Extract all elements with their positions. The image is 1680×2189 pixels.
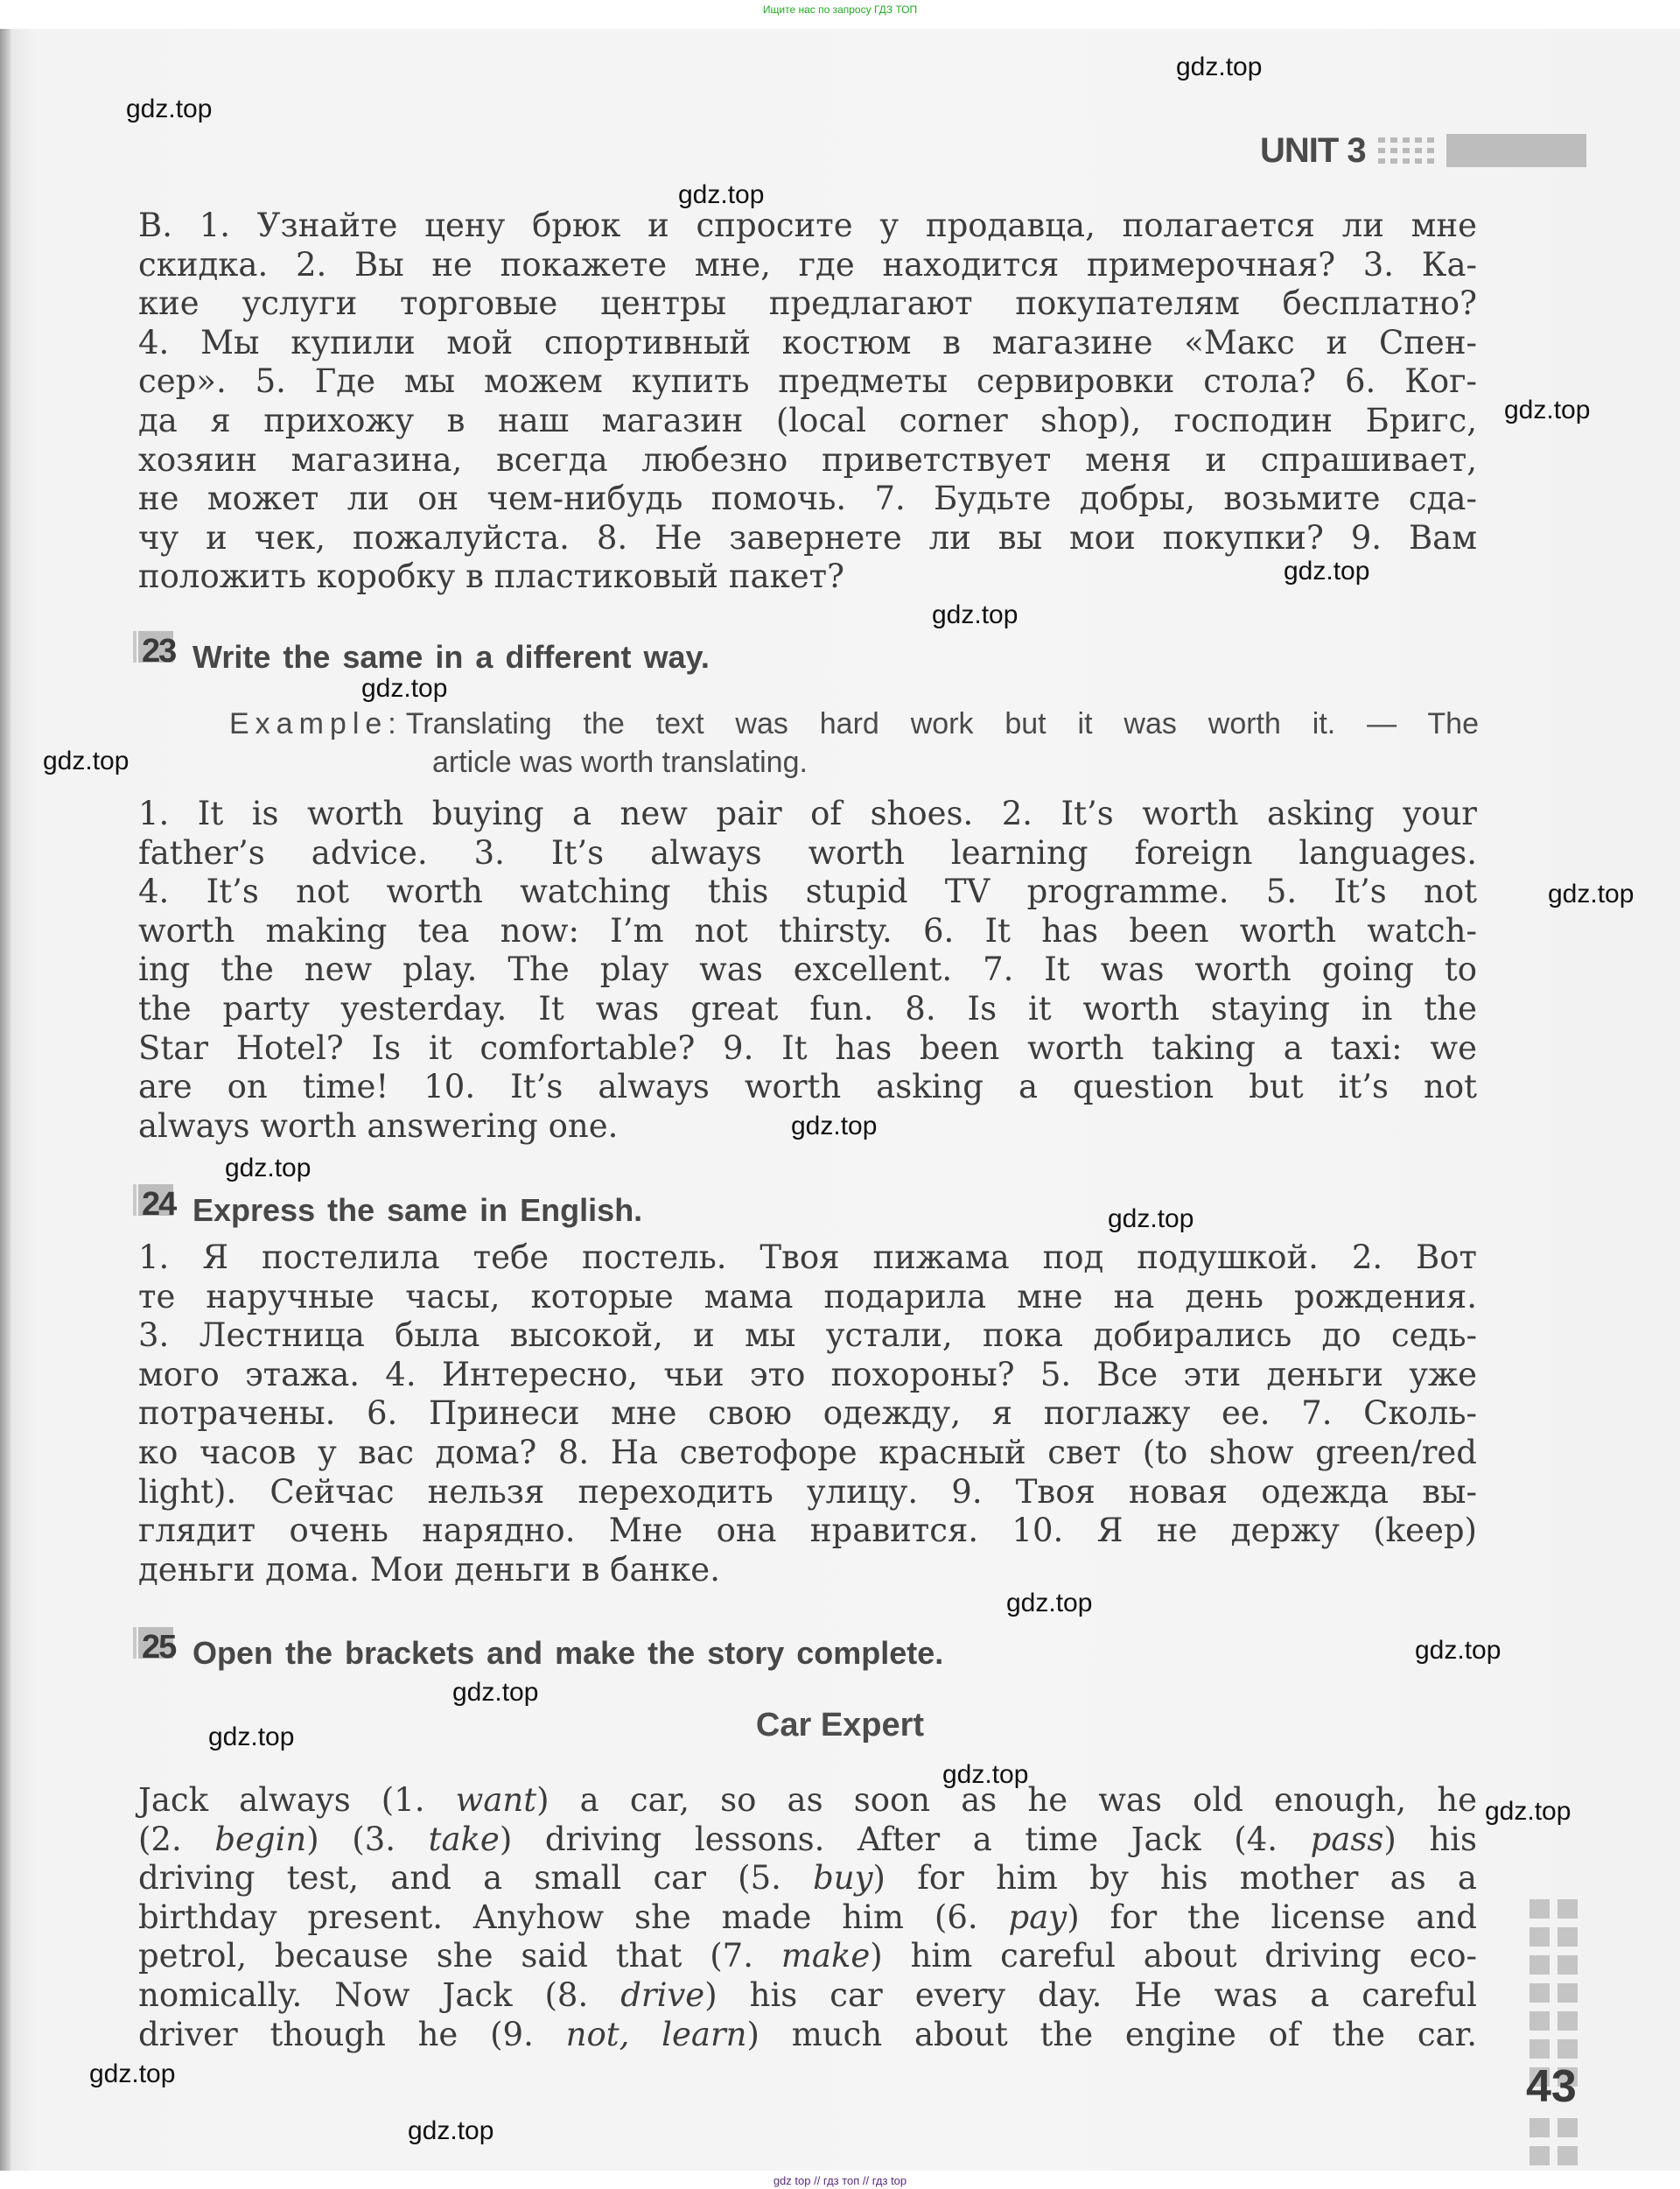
text-line: ing the new play. The play was excellent. 7. It was worth going to xyxy=(138,951,1477,989)
watermark: gdz.top xyxy=(1415,1636,1502,1665)
text-line: те наручные часы, которые мама подарила мне на день рождения. xyxy=(138,1277,1477,1316)
watermark: gdz.top xyxy=(89,2059,176,2088)
text-line: 4. It’s not worth watching this stupid TV programme. 5. It’s not xyxy=(138,873,1477,911)
page-number-strip-decoration xyxy=(1530,1899,1582,2171)
footer-links[interactable]: gdz top // гдз топ // гдз top xyxy=(773,2174,907,2187)
exercise-25-header xyxy=(138,1629,944,1672)
text-line: Star Hotel? Is it comfortable? 9. It has been worth taking a taxi: we xyxy=(138,1028,1477,1067)
exercise-number: 23 xyxy=(142,633,176,670)
exercise-number: 25 xyxy=(142,1629,176,1666)
example-label: Example: xyxy=(229,707,402,740)
exercise-24-text xyxy=(138,1238,1477,1589)
text-line: хозяин магазина, всегда любезно приветствует меня и спрашивает, xyxy=(138,440,1477,479)
watermark: gdz.top xyxy=(452,1678,539,1707)
text-line: always worth answering one. xyxy=(138,1106,619,1145)
watermark: gdz.top xyxy=(208,1722,295,1751)
watermark: gdz.top xyxy=(1006,1589,1093,1617)
watermark: gdz.top xyxy=(791,1112,878,1140)
story-title: Car Expert xyxy=(755,1707,925,1743)
unit-label: UNIT 3 xyxy=(1260,130,1366,170)
unit-bar-decoration xyxy=(1446,134,1586,167)
text-line: не может ли он чем-нибудь помочь. 7. Будьте добры, возьмите сда- xyxy=(138,480,1477,518)
page-number: 43 xyxy=(1526,2061,1577,2112)
story-line: birthday present. Anyhow she made him (6. pay) for the license and xyxy=(138,1898,1477,1936)
text-line: положить коробку в пластиковый пакет? xyxy=(138,558,844,596)
story-line: (2. begin) (3. take) driving lessons. After a time Jack (4. pass) his xyxy=(138,1820,1477,1858)
watermark: gdz.top xyxy=(1548,880,1634,909)
watermark: gdz.top xyxy=(361,674,448,703)
text-line: father’s advice. 3. It’s always worth learning foreign languages. xyxy=(138,833,1477,872)
watermark: gdz.top xyxy=(932,600,1018,629)
watermark: gdz.top xyxy=(1485,1797,1572,1826)
text-line: мого этажа. 4. Интересно, чьи это похороны? 5. Все эти деньги уже xyxy=(138,1355,1477,1393)
exercise-number-badge xyxy=(138,1629,186,1671)
exercise-number: 24 xyxy=(142,1186,176,1223)
text-line: worth making tea now: I’m not thirsty. 6. It has been worth watch- xyxy=(138,911,1477,950)
top-banner: Ищите нас по запросу ГДЗ ТОП xyxy=(762,4,918,16)
text-line: B. 1. Узнайте цену брюк и спросите у продавца, полагается ли мне xyxy=(138,207,1477,244)
exercise-25-story xyxy=(138,1781,1477,2054)
watermark: gdz.top xyxy=(1176,53,1263,81)
exercise-number-badge xyxy=(138,1186,186,1228)
text-line: глядит очень нарядно. Мне она нравится. 10. Я не держу (keep) xyxy=(138,1512,1477,1550)
watermark: gdz.top xyxy=(678,180,765,209)
watermark: gdz.top xyxy=(408,2116,494,2145)
text-line: скидка. 2. Вы не покажете мне, где находится примерочная? 3. Ка- xyxy=(138,245,1477,284)
story-line: driver though he (9. not, learn) much about the engine of the car. xyxy=(138,2015,1477,2053)
text-line: the party yesterday. It was great fun. 8. Is it worth staying in the xyxy=(138,989,1477,1028)
exercise-23-text xyxy=(138,795,1477,1146)
text-line: ко часов у вас дома? 8. На светофоре красный свет (to show green/red xyxy=(138,1433,1477,1471)
text-line: да я прихожу в наш магазин (local corner shop), господин Бригс, xyxy=(138,401,1477,439)
exercise-title: Write the same in a different way. xyxy=(192,639,710,675)
story-line: nomically. Now Jack (8. drive) his car every day. He was a careful xyxy=(138,1975,1477,2014)
exercise-title: Express the same in English. xyxy=(192,1192,643,1228)
text-line: сер». 5. Где мы можем купить предметы сервировки стола? 6. Ког- xyxy=(138,362,1477,401)
text-line: деньги дома. Мои деньги в банке. xyxy=(138,1550,720,1589)
unit-header xyxy=(1260,123,1586,179)
text-line: кие услуги торговые центры предлагают покупателям бесплатно? xyxy=(138,284,1477,323)
example-text: Translating the text was hard work but it was worth it. — The xyxy=(405,707,1479,740)
story-line: petrol, because she said that (7. make) him careful about driving eco- xyxy=(138,1937,1477,1975)
watermark: gdz.top xyxy=(43,747,130,775)
exercise-number-badge xyxy=(138,633,186,675)
page-binding-edge xyxy=(0,29,10,2171)
text-line: 1. Я постелила тебе постель. Твоя пижама под подушкой. 2. Вот xyxy=(138,1238,1477,1276)
text-line: are on time! 10. It’s always worth asking a question but it’s not xyxy=(138,1068,1477,1106)
text-line: чу и чек, пожалуйста. 8. Не завернете ли вы мои покупки? 9. Вам xyxy=(138,518,1477,557)
exercise-24-header xyxy=(138,1186,643,1229)
watermark: gdz.top xyxy=(1108,1204,1194,1233)
example-text: article was worth translating. xyxy=(432,746,808,779)
text-line: 4. Мы купили мой спортивный костюм в магазине «Макс и Спен- xyxy=(138,323,1477,361)
watermark: gdz.top xyxy=(1284,557,1370,586)
exercise-23-header xyxy=(138,633,710,676)
unit-dots-decoration xyxy=(1378,137,1434,164)
watermark: gdz.top xyxy=(225,1154,312,1182)
text-line: 1. It is worth buying a new pair of shoes. 2. It’s worth asking your xyxy=(138,795,1477,832)
exercise-title: Open the brackets and make the story complete. xyxy=(192,1635,944,1671)
text-line: потрачены. 6. Принеси мне свою одежду, я поглажу ее. 7. Сколь- xyxy=(138,1394,1477,1433)
watermark: gdz.top xyxy=(1504,396,1591,424)
exercise-23-example xyxy=(229,705,1479,782)
story-line: Jack always (1. want) a car, so as soon as he was old enough, he xyxy=(138,1781,1477,1819)
watermark: gdz.top xyxy=(126,95,213,123)
story-line: driving test, and a small car (5. buy) for him by his mother as a xyxy=(138,1859,1477,1898)
section-b-text xyxy=(138,207,1477,597)
text-line: light). Сейчас нельзя переходить улицу. 9. Твоя новая одежда вы- xyxy=(138,1472,1477,1511)
text-line: 3. Лестница была высокой, и мы устали, пока добирались до седь- xyxy=(138,1316,1477,1355)
watermark: gdz.top xyxy=(942,1760,1029,1789)
